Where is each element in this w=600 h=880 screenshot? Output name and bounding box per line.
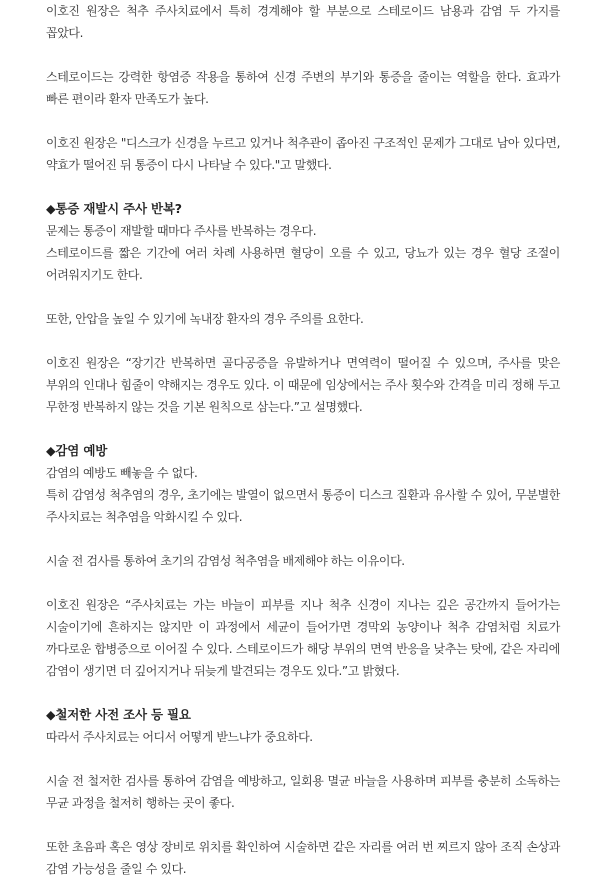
paragraph: 또한, 안압을 높일 수 있기에 녹내장 환자의 경우 주의를 요한다.: [46, 312, 364, 326]
paragraph: 이호진 원장은 "디스크가 신경을 누르고 있거나 척추관이 좁아진 구조적인 문제가 그대로 남아 있다면, 약효가 떨어진 뒤 통증이 다시 나타날 수 있다."고 말했다.: [46, 136, 560, 172]
paragraph-spacer: [46, 286, 560, 308]
paragraph-spacer: [46, 330, 560, 352]
paragraph-spacer: [46, 572, 560, 594]
section-heading: ◆통증 재발시 주사 반복?: [46, 201, 182, 216]
paragraph-spacer: [46, 44, 560, 66]
section-heading: ◆철저한 사전 조사 등 필요: [46, 707, 191, 722]
paragraph: 문제는 통증이 재발할 때마다 주사를 반복하는 경우다.: [46, 224, 317, 238]
section-heading: ◆감염 예방: [46, 443, 108, 458]
paragraph-spacer: [46, 110, 560, 132]
paragraph: 이호진 원장은 척추 주사치료에서 특히 경계해야 할 부분으로 스테로이드 남용과 감염 두 가지를 꼽았다.: [46, 4, 560, 40]
paragraph-spacer: [46, 418, 560, 440]
paragraph: 특히 감염성 척추염의 경우, 초기에는 발열이 없으면서 통증이 디스크 질환과 유사할 수 있어, 무분별한 주사치료는 척추염을 악화시킬 수 있다.: [46, 488, 560, 524]
paragraph: 스테로이드를 짧은 기간에 여러 차례 사용하면 혈당이 오를 수 있고, 당뇨가 있는 경우 혈당 조절이 어려워지기도 한다.: [46, 246, 560, 282]
paragraph: 또한 초음파 혹은 영상 장비로 위치를 확인하여 시술하면 같은 자리를 여러 번 찌르지 않아 조직 손상과 감염 가능성을 줄일 수 있다.: [46, 840, 560, 876]
paragraph: 따라서 주사치료는 어디서 어떻게 받느냐가 중요하다.: [46, 730, 313, 744]
paragraph-spacer: [46, 682, 560, 704]
paragraph: 스테로이드는 강력한 항염증 작용을 통하여 신경 주변의 부기와 통증을 줄이는 역할을 한다. 효과가 빠른 편이라 환자 만족도가 높다.: [46, 70, 560, 106]
paragraph-spacer: [46, 748, 560, 770]
paragraph: 이호진 원장은 “장기간 반복하면 골다공증을 유발하거나 면역력이 떨어질 수 있으며, 주사를 맞은 부위의 인대나 힘줄이 약해지는 경우도 있다. 이 때문에 임상에서는 주사 횟수와 간격을 미리 정해 두고 무한정 반복하지 않는 것을 기본 원칙으로 삼는다.”고 설명했다.: [46, 356, 560, 414]
paragraph: 시술 전 검사를 통하여 초기의 감염성 척추염을 배제해야 하는 이유이다.: [46, 554, 405, 568]
paragraph-spacer: [46, 528, 560, 550]
paragraph-spacer: [46, 814, 560, 836]
paragraph: 이호진 원장은 “주사치료는 가는 바늘이 피부를 지나 척추 신경이 지나는 깊은 공간까지 들어가는 시술이기에 흔하지는 않지만 이 과정에서 세균이 들어가면 경막외 농양이나 척추 감염처럼 치료가 까다로운 합병증으로 이어질 수 있다. 스테로이드가 해당 부위의 면역 반응을 낮추는 탓에, 같은 자리에 감염이 생기면 더 깊어지거나 뒤늦게 발견되는 경우도 있다.”고 밝혔다.: [46, 598, 560, 678]
paragraph: 감염의 예방도 빼놓을 수 없다.: [46, 466, 198, 480]
paragraph-spacer: [46, 176, 560, 198]
paragraph: 시술 전 철저한 검사를 통하여 감염을 예방하고, 일회용 멸균 바늘을 사용하며 피부를 충분히 소독하는 무균 과정을 철저히 행하는 곳이 좋다.: [46, 774, 560, 810]
